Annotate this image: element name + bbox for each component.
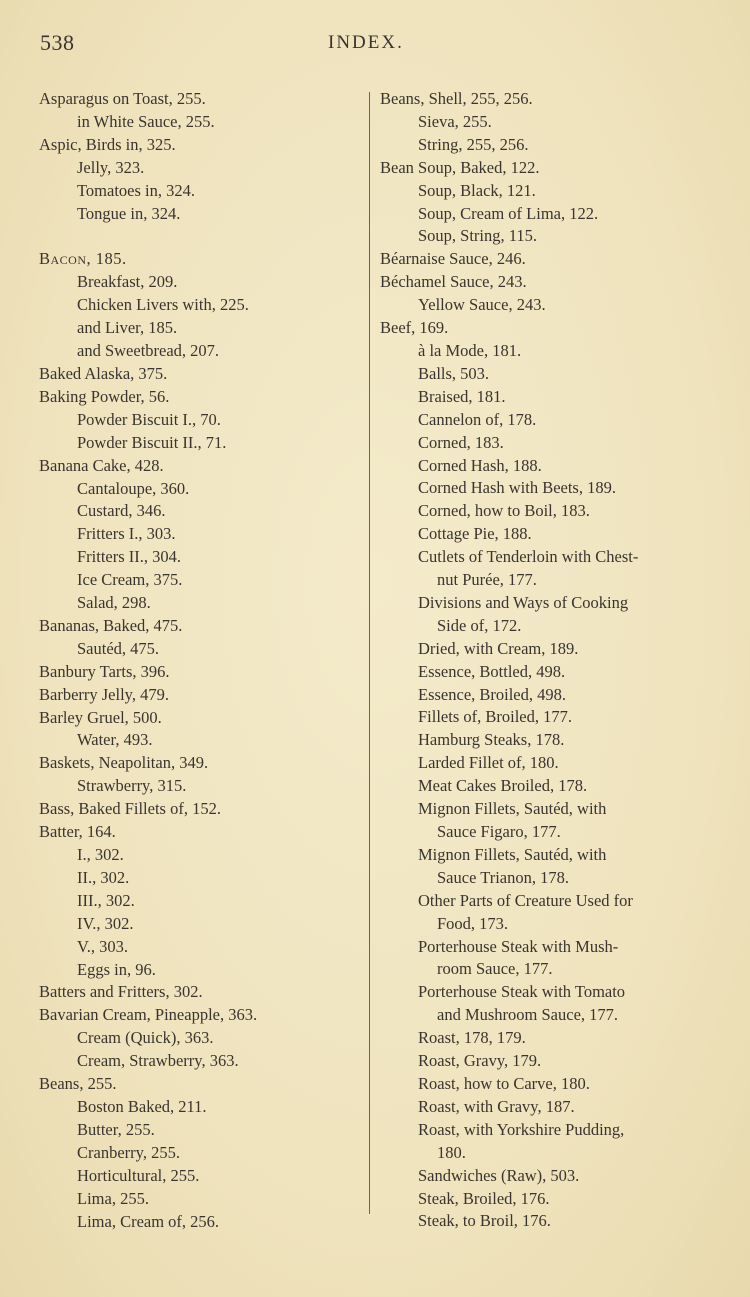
- index-subentry: Sauce Figaro, 177.: [437, 822, 561, 841]
- index-subentry: and Liver, 185.: [77, 318, 178, 338]
- index-subentry: Braised, 181.: [418, 386, 506, 406]
- index-subentry: Jelly, 323.: [77, 157, 145, 177]
- index-subentry: Corned Hash, 188.: [418, 455, 542, 475]
- index-subentry: IV., 302.: [77, 913, 134, 933]
- index-entry: Beans, 255.: [39, 1074, 117, 1094]
- index-subentry: Mignon Fillets, Sautéd, with: [418, 799, 607, 819]
- index-subentry: Sieva, 255.: [418, 111, 492, 131]
- index-subentry: V., 303.: [77, 936, 129, 956]
- index-subentry: Roast, 178, 179.: [418, 1028, 526, 1048]
- index-subentry: Soup, String, 115.: [418, 226, 538, 246]
- index-subentry: Corned Hash with Beets, 189.: [418, 478, 616, 498]
- index-subentry: and Sweetbread, 207.: [77, 341, 220, 361]
- index-entry: Bananas, Baked, 475.: [39, 615, 183, 635]
- index-subentry: Essence, Broiled, 498.: [418, 684, 567, 704]
- index-column-left: [39, 88, 359, 1233]
- index-subentry: Balls, 503.: [418, 363, 490, 383]
- index-entry: Beans, Shell, 255, 256.: [380, 89, 533, 108]
- index-entry: Béarnaise Sauce, 246.: [380, 249, 526, 269]
- index-subentry: Cream (Quick), 363.: [77, 1028, 214, 1048]
- index-subentry: Cannelon of, 178.: [418, 409, 537, 429]
- index-subentry: Strawberry, 315.: [77, 776, 187, 796]
- index-subentry: Steak, to Broil, 176.: [418, 1211, 551, 1231]
- index-entry: Barberry Jelly, 479.: [39, 684, 169, 704]
- index-subentry: Meat Cakes Broiled, 178.: [418, 776, 588, 796]
- index-subentry: Butter, 255.: [77, 1119, 155, 1139]
- index-subentry: Roast, with Gravy, 187.: [418, 1096, 575, 1116]
- index-subentry: room Sauce, 177.: [437, 959, 553, 979]
- index-subentry: and Mushroom Sauce, 177.: [437, 1005, 619, 1025]
- column-divider: [369, 92, 370, 1214]
- index-entry: Banana Cake, 428.: [39, 455, 164, 475]
- index-subentry: Steak, Broiled, 176.: [418, 1188, 550, 1208]
- index-subentry: Hamburg Steaks, 178.: [418, 730, 565, 750]
- index-subentry: Cottage Pie, 188.: [418, 524, 532, 544]
- index-subentry: 180.: [437, 1142, 466, 1162]
- index-entry-smallcaps: Bacon, 185.: [39, 249, 127, 269]
- index-subentry: Cutlets of Tenderloin with Chest-: [418, 547, 639, 567]
- index-gap: [39, 225, 359, 248]
- index-entry: Bass, Baked Fillets of, 152.: [39, 799, 221, 819]
- index-subentry: Eggs in, 96.: [77, 959, 156, 979]
- index-entry: Baking Powder, 56.: [39, 386, 170, 406]
- index-entry: Barley Gruel, 500.: [39, 707, 162, 727]
- page-header: [40, 30, 710, 62]
- index-subentry: Larded Fillet of, 180.: [418, 753, 559, 773]
- index-subentry: Lima, Cream of, 256.: [77, 1211, 220, 1231]
- index-subentry: Sautéd, 475.: [77, 638, 160, 658]
- index-subentry: I., 302.: [77, 845, 124, 864]
- index-subentry: Roast, Gravy, 179.: [418, 1051, 542, 1071]
- index-subentry: Fritters II., 304.: [77, 547, 182, 567]
- index-column-right: [380, 88, 706, 1233]
- index-subentry: Other Parts of Creature Used for: [418, 890, 633, 910]
- index-subentry: III., 302.: [77, 890, 135, 910]
- index-entry: Baked Alaska, 375.: [39, 363, 168, 383]
- index-subentry: Soup, Cream of Lima, 122.: [418, 203, 599, 223]
- index-subentry: Sandwiches (Raw), 503.: [418, 1165, 580, 1185]
- index-entry: Asparagus on Toast, 255.: [39, 89, 206, 108]
- index-subentry: Cream, Strawberry, 363.: [77, 1051, 239, 1071]
- index-entry: Banbury Tarts, 396.: [39, 661, 170, 681]
- index-subentry: Fritters I., 303.: [77, 524, 176, 544]
- index-entry: Batter, 164.: [39, 822, 116, 842]
- index-subentry: II., 302.: [77, 867, 130, 887]
- index-subentry: Yellow Sauce, 243.: [418, 295, 546, 315]
- page-title: INDEX.: [328, 32, 404, 53]
- index-subentry: Porterhouse Steak with Tomato: [418, 982, 626, 1002]
- index-entry: Aspic, Birds in, 325.: [39, 134, 176, 154]
- index-entry: Bean Soup, Baked, 122.: [380, 157, 540, 177]
- index-entry: Batters and Fritters, 302.: [39, 982, 203, 1002]
- index-subentry: Roast, how to Carve, 180.: [418, 1073, 590, 1093]
- index-entry: [39, 248, 359, 271]
- index-subentry: Boston Baked, 211.: [77, 1096, 207, 1116]
- index-entry: Bavarian Cream, Pineapple, 363.: [39, 1005, 258, 1025]
- index-subentry: à la Mode, 181.: [418, 340, 522, 360]
- index-subentry: Essence, Bottled, 498.: [418, 661, 566, 681]
- index-subentry: Soup, Black, 121.: [418, 180, 536, 200]
- index-subentry: Cantaloupe, 360.: [77, 478, 190, 498]
- index-entry: Béchamel Sauce, 243.: [380, 272, 527, 292]
- index-subentry: Powder Biscuit II., 71.: [77, 432, 227, 452]
- index-subentry: Roast, with Yorkshire Pudding,: [418, 1119, 625, 1139]
- index-subentry: nut Purée, 177.: [437, 570, 537, 590]
- index-entry: Baskets, Neapolitan, 349.: [39, 753, 209, 773]
- page-number: 538: [40, 30, 75, 55]
- index-subentry: Breakfast, 209.: [77, 272, 178, 292]
- index-subentry: String, 255, 256.: [418, 134, 529, 154]
- index-subentry: Cranberry, 255.: [77, 1142, 180, 1162]
- index-subentry: Side of, 172.: [437, 615, 522, 635]
- index-subentry: Corned, 183.: [418, 432, 504, 452]
- index-subentry: in White Sauce, 255.: [77, 111, 215, 131]
- index-subentry: Sauce Trianon, 178.: [437, 867, 569, 887]
- index-subentry: Mignon Fillets, Sautéd, with: [418, 844, 607, 864]
- index-subentry: Powder Biscuit I., 70.: [77, 409, 221, 429]
- index-subentry: Porterhouse Steak with Mush-: [418, 936, 619, 956]
- index-subentry: Tomatoes in, 324.: [77, 180, 195, 200]
- index-subentry: Divisions and Ways of Cooking: [418, 592, 629, 612]
- index-subentry: Fillets of, Broiled, 177.: [418, 707, 572, 727]
- index-subentry: Chicken Livers with, 225.: [77, 295, 249, 315]
- index-subentry: Water, 493.: [77, 730, 153, 750]
- index-subentry: Dried, with Cream, 189.: [418, 638, 579, 658]
- index-subentry: Ice Cream, 375.: [77, 570, 183, 590]
- index-subentry: Lima, 255.: [77, 1188, 149, 1208]
- index-subentry: Corned, how to Boil, 183.: [418, 501, 590, 521]
- index-subentry: Tongue in, 324.: [77, 203, 181, 223]
- index-subentry: Food, 173.: [437, 913, 509, 933]
- index-subentry: Custard, 346.: [77, 501, 166, 521]
- index-subentry: Horticultural, 255.: [77, 1165, 200, 1185]
- index-entry: Beef, 169.: [380, 318, 449, 338]
- index-subentry: Salad, 298.: [77, 593, 151, 613]
